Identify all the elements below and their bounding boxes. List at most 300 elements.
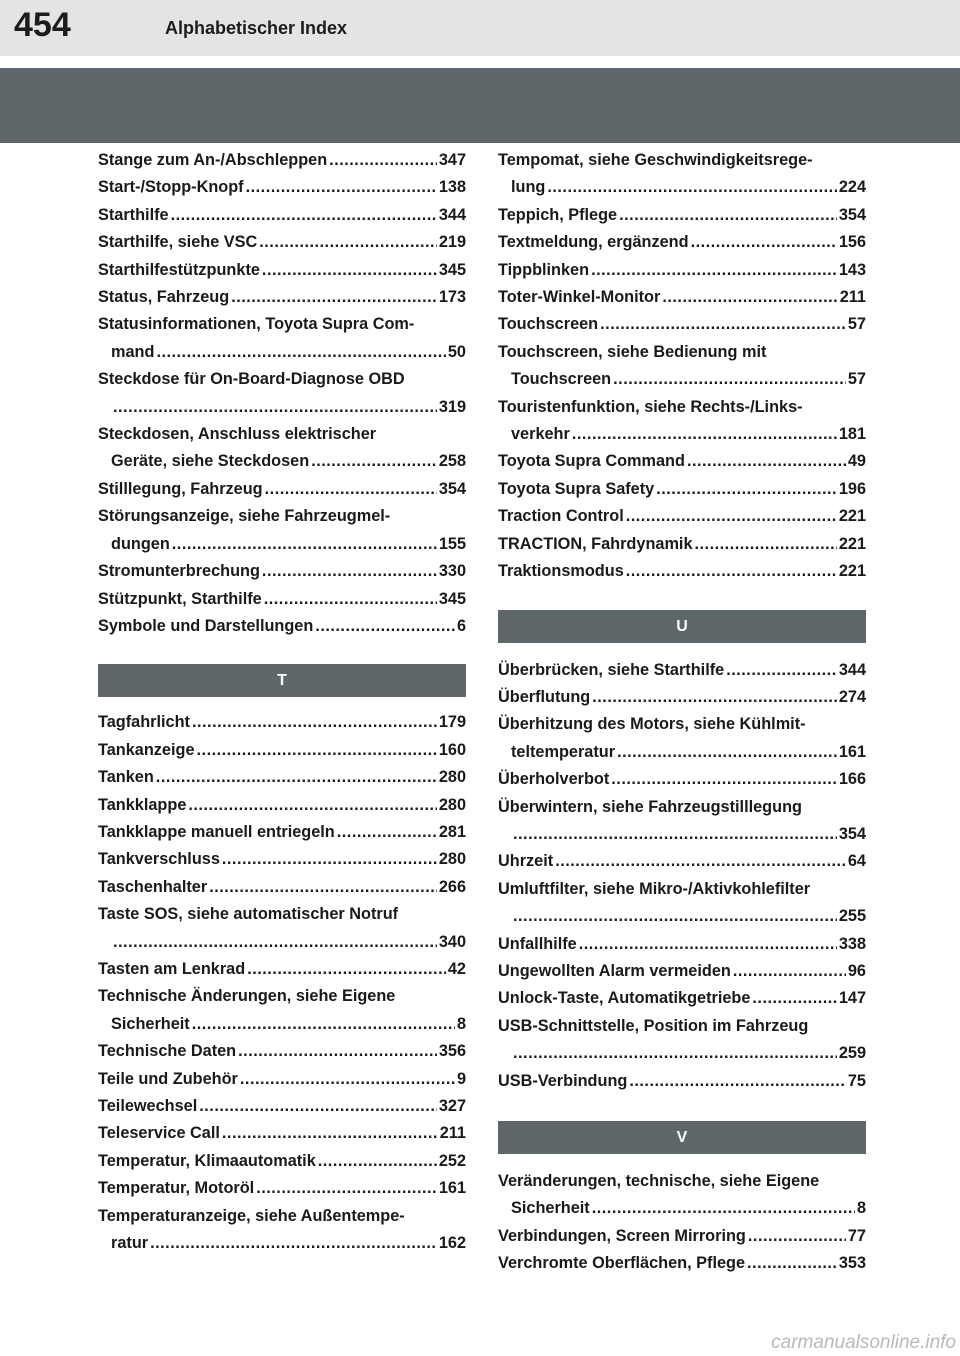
entry-text: Tanken: [98, 768, 154, 787]
entry-page-number: 347: [438, 151, 466, 169]
entry-term: [98, 1203, 466, 1230]
index-entry: [98, 366, 466, 421]
entry-page-number: 340: [438, 932, 466, 951]
entry-term: [98, 956, 466, 983]
dot-leader: [691, 229, 837, 256]
entry-term: [98, 613, 466, 640]
dot-leader: [238, 1038, 437, 1065]
dot-leader: [318, 1148, 437, 1175]
entry-page-number: 179: [438, 713, 466, 732]
dot-leader: [222, 1120, 438, 1147]
dot-leader: [192, 709, 437, 736]
entry-page-number: 166: [838, 770, 866, 789]
entry-page-number: 155: [438, 534, 466, 553]
index-entry: [98, 874, 466, 901]
index-entry: [498, 1013, 866, 1068]
dot-leader: [611, 766, 837, 793]
section-title: Alphabetischer Index: [165, 18, 348, 38]
index-entry: [98, 819, 466, 846]
dot-leader: [231, 284, 437, 311]
dot-leader: [591, 257, 837, 284]
index-entry: [98, 421, 466, 476]
dot-leader: [156, 339, 445, 366]
index-entry: [498, 848, 866, 875]
dot-leader: [197, 737, 437, 764]
entry-text: Status, Fahrzeug: [98, 288, 230, 307]
dot-leader: [262, 558, 437, 585]
index-entry: [498, 476, 866, 503]
entry-term: [498, 794, 866, 821]
index-entry: [498, 558, 866, 585]
entry-term: [498, 448, 866, 475]
entry-term: [498, 958, 866, 985]
entry-page-number: 221: [838, 507, 866, 526]
entry-page-number: 338: [838, 934, 866, 953]
entry-text: verkehr: [511, 425, 570, 444]
entry-term: [98, 846, 466, 873]
entry-term-continuation: [98, 1011, 466, 1038]
dot-leader: [619, 202, 837, 229]
entry-page-number: 143: [838, 260, 866, 279]
index-entry: [98, 503, 466, 558]
index-entry: [498, 794, 866, 849]
dot-leader: [329, 147, 437, 174]
entry-page-number: 161: [838, 742, 866, 761]
index-entry: [98, 229, 466, 256]
entry-page-number: 147: [838, 989, 866, 1008]
index-entry: [98, 257, 466, 284]
dot-leader: [199, 1093, 437, 1120]
entry-term: [98, 284, 466, 311]
entry-term-continuation: [498, 1040, 866, 1067]
entry-term: [498, 1250, 866, 1277]
entry-term: [498, 711, 866, 738]
index-entry: [98, 1038, 466, 1065]
index-entry: [498, 147, 866, 202]
entry-page-number: 211: [439, 1124, 466, 1143]
index-entry: [498, 684, 866, 711]
dot-leader: [171, 202, 437, 229]
index-entry: [98, 558, 466, 585]
letter-header-t: T: [98, 664, 466, 697]
entry-page-number: 160: [438, 740, 466, 759]
dot-leader: [513, 1040, 837, 1067]
index-entry: [498, 531, 866, 558]
entry-page-number: 77: [847, 1226, 866, 1245]
entry-page-number: 354: [838, 205, 866, 224]
index-entry: [498, 766, 866, 793]
entry-page-number: 280: [438, 795, 466, 814]
entry-text: ratur: [111, 1234, 149, 1253]
dot-leader: [209, 874, 437, 901]
entry-page-number: 42: [447, 959, 466, 978]
entry-page-number: 274: [838, 687, 866, 706]
page-header-bar: [0, 0, 960, 56]
entry-term: [498, 1013, 866, 1040]
index-entry: [98, 476, 466, 503]
entry-page-number: 211: [839, 288, 866, 307]
entry-term: [98, 874, 466, 901]
entry-page-number: 258: [438, 452, 466, 471]
entry-text: Veränderungen, technische, siehe Eigene: [498, 1172, 820, 1190]
entry-text: Touristenfunktion, siehe Rechts-/Links-: [498, 397, 803, 416]
entry-term: [98, 764, 466, 791]
entry-term-continuation: [498, 739, 866, 766]
dot-leader: [617, 739, 837, 766]
entry-text: Überwintern, siehe Fahrzeugstilllegung: [498, 797, 802, 816]
entry-term: [98, 476, 466, 503]
dot-leader: [629, 1068, 846, 1095]
entry-text: Uhrzeit: [498, 852, 554, 871]
entry-text: Stromunterbrechung: [98, 562, 260, 581]
entry-term-continuation: [98, 394, 466, 421]
entry-term: [98, 709, 466, 736]
entry-text: Touchscreen: [498, 315, 599, 334]
index-entry: [98, 202, 466, 229]
index-entry: [498, 985, 866, 1012]
index-entry: [98, 1203, 466, 1258]
index-entry: [498, 257, 866, 284]
entry-text: Stange zum An-/Abschleppen: [98, 151, 328, 169]
index-column-left: [98, 147, 466, 1257]
dot-leader: [600, 311, 846, 338]
letter-header-u: U: [498, 610, 866, 643]
dot-leader: [656, 476, 837, 503]
entry-text: Überbrücken, siehe Starthilfe: [498, 660, 725, 679]
index-entry: [98, 956, 466, 983]
dot-leader: [256, 1175, 437, 1202]
index-entry: [98, 1148, 466, 1175]
dot-leader: [188, 792, 436, 819]
entry-page-number: 156: [838, 233, 866, 252]
index-entry: [98, 174, 466, 201]
entry-text: Tankklappe: [98, 795, 187, 814]
entry-page-number: 255: [838, 907, 866, 926]
entry-text: Steckdosen, Anschluss elektrischer: [98, 425, 377, 444]
entry-text: Traktionsmodus: [498, 562, 624, 581]
index-entry: [98, 586, 466, 613]
entry-text: Unlock-Taste, Automatikgetriebe: [498, 989, 751, 1008]
index-entry: [498, 284, 866, 311]
dot-leader: [695, 531, 837, 558]
index-entry: [98, 147, 466, 174]
entry-page-number: 280: [438, 768, 466, 787]
entry-term: [498, 766, 866, 793]
dot-leader: [592, 684, 837, 711]
entry-term: [98, 983, 466, 1010]
entry-text: Überholverbot: [498, 770, 610, 789]
entry-term-continuation: [98, 448, 466, 475]
entry-term-continuation: [498, 174, 866, 201]
entry-text: Umluftfilter, siehe Mikro-/Aktivkohlefilter: [498, 879, 811, 898]
entry-text: Traction Control: [498, 507, 624, 526]
entry-text: Technische Daten: [98, 1042, 237, 1061]
index-entry: [498, 503, 866, 530]
entry-text: Tagfahrlicht: [98, 713, 190, 732]
entry-term: [498, 1223, 866, 1250]
dot-leader: [572, 421, 837, 448]
dot-leader: [555, 848, 846, 875]
entry-term: [498, 684, 866, 711]
entry-term: [498, 503, 866, 530]
entry-page-number: 356: [438, 1042, 466, 1061]
entry-text: USB-Verbindung: [498, 1071, 628, 1090]
index-entry: [98, 737, 466, 764]
entry-term: [98, 366, 466, 393]
index-column-right: [498, 147, 866, 1278]
entry-page-number: 64: [847, 852, 866, 871]
entry-page-number: 319: [438, 397, 466, 416]
entry-term: [98, 586, 466, 613]
entry-term-continuation: [98, 1230, 466, 1257]
dot-leader: [246, 174, 437, 201]
dot-leader: [113, 929, 437, 956]
entry-page-number: 345: [438, 589, 466, 608]
index-entry: [498, 711, 866, 766]
entry-page-number: 161: [438, 1179, 466, 1198]
dot-leader: [513, 821, 837, 848]
entry-text: Temperatur, Motoröl: [98, 1179, 255, 1198]
index-entry: [98, 1175, 466, 1202]
index-group-v: [498, 1168, 866, 1278]
entry-term: [98, 819, 466, 846]
entry-page-number: 162: [438, 1234, 466, 1253]
entry-text: Technische Änderungen, siehe Eigene: [98, 987, 396, 1006]
entry-term: [498, 558, 866, 585]
entry-text: Starthilfe, siehe VSC: [98, 233, 258, 252]
entry-term: [498, 985, 866, 1012]
entry-text: Unfallhilfe: [498, 934, 577, 953]
dot-leader: [747, 1250, 837, 1277]
entry-term: [498, 1068, 866, 1095]
dot-leader: [150, 1230, 437, 1257]
entry-text: Taschenhalter: [98, 877, 208, 896]
entry-page-number: 96: [847, 961, 866, 980]
entry-page-number: 354: [838, 824, 866, 843]
entry-page-number: 354: [438, 479, 466, 498]
dot-leader: [262, 257, 437, 284]
entry-page-number: 221: [838, 562, 866, 581]
entry-text: Starthilfe: [98, 205, 169, 224]
entry-text: Toyota Supra Command: [498, 452, 685, 471]
entry-term-continuation: [98, 929, 466, 956]
entry-text: USB-Schnittstelle, Position im Fahrzeug: [498, 1016, 809, 1035]
index-entry: [98, 311, 466, 366]
entry-page-number: 344: [438, 205, 466, 224]
entry-term: [98, 1093, 466, 1120]
index-entry: [98, 1120, 466, 1147]
entry-term: [98, 174, 466, 201]
entry-text: Start-/Stopp-Knopf: [98, 178, 244, 197]
entry-page-number: 8: [856, 1199, 866, 1218]
entry-page-number: 219: [438, 233, 466, 252]
entry-term-continuation: [98, 531, 466, 558]
entry-text: Tempomat, siehe Geschwindigkeitsrege-: [498, 151, 813, 169]
entry-term: [98, 257, 466, 284]
entry-term-continuation: [498, 821, 866, 848]
index-entry: [98, 1093, 466, 1120]
index-entry: [498, 1250, 866, 1277]
entry-term: [98, 311, 466, 338]
entry-term-continuation: [98, 339, 466, 366]
index-entry: [498, 1223, 866, 1250]
dot-leader: [264, 586, 437, 613]
watermark: carmanualsonline.info: [771, 1332, 956, 1353]
index-entry: [498, 448, 866, 475]
entry-text: Touchscreen: [511, 370, 612, 389]
dot-leader: [172, 531, 437, 558]
entry-page-number: 9: [456, 1069, 466, 1088]
entry-text: Ungewollten Alarm vermeiden: [498, 961, 731, 980]
dot-leader: [626, 503, 837, 530]
dot-leader: [626, 558, 837, 585]
entry-text: Toyota Supra Safety: [498, 479, 655, 498]
entry-text: Tasten am Lenkrad: [98, 959, 246, 978]
entry-text: teltemperatur: [511, 742, 616, 761]
entry-term: [98, 1120, 466, 1147]
index-entry: [498, 311, 866, 338]
index-entry: [98, 284, 466, 311]
entry-text: Überhitzung des Motors, siehe Kühlmit-: [498, 715, 806, 734]
index-group-s: [98, 147, 466, 640]
entry-term: [498, 257, 866, 284]
entry-term: [498, 339, 866, 366]
dot-leader: [192, 1011, 455, 1038]
entry-term: [498, 657, 866, 684]
dot-leader: [113, 394, 437, 421]
entry-page-number: 8: [456, 1014, 466, 1033]
dot-leader: [315, 613, 455, 640]
entry-text: Verchromte Oberflächen, Pflege: [498, 1254, 746, 1273]
entry-text: Geräte, siehe Steckdosen: [111, 452, 310, 471]
entry-text: TRACTION, Fahrdynamik: [498, 534, 693, 553]
entry-text: Teilewechsel: [98, 1097, 198, 1115]
index-entry: [498, 876, 866, 931]
entry-text: Sicherheit: [511, 1199, 590, 1218]
index-entry: [98, 983, 466, 1038]
entry-term: [98, 737, 466, 764]
entry-term: [498, 229, 866, 256]
entry-term-continuation: [498, 421, 866, 448]
entry-text: mand: [111, 342, 155, 361]
index-entry: [498, 931, 866, 958]
dot-leader: [265, 476, 437, 503]
dot-leader: [752, 985, 836, 1012]
dot-leader: [579, 931, 837, 958]
entry-text: Temperaturanzeige, siehe Außentempe-: [98, 1206, 405, 1225]
entry-text: Teile und Zubehör: [98, 1069, 238, 1088]
index-entry: [98, 901, 466, 956]
entry-text: Touchscreen, siehe Bedienung mit: [498, 342, 767, 361]
entry-text: Stilllegung, Fahrzeug: [98, 479, 263, 498]
entry-text: Symbole und Darstellungen: [98, 616, 314, 635]
entry-term-continuation: [498, 903, 866, 930]
entry-term: [98, 792, 466, 819]
index-entry: [98, 709, 466, 736]
index-entry: [98, 764, 466, 791]
entry-text: Störungsanzeige, siehe Fahrzeugmel-: [98, 507, 391, 526]
entry-text: Textmeldung, ergänzend: [498, 233, 689, 252]
entry-page-number: 49: [847, 452, 866, 471]
index-entry: [98, 792, 466, 819]
index-entry: [498, 394, 866, 449]
entry-term: [98, 901, 466, 928]
entry-term-continuation: [498, 366, 866, 393]
entry-term: [498, 1168, 866, 1195]
entry-term: [498, 284, 866, 311]
entry-term: [498, 311, 866, 338]
dot-leader: [613, 366, 846, 393]
index-entry: [98, 613, 466, 640]
index-entry: [498, 339, 866, 394]
header-band: [0, 68, 960, 143]
entry-text: Sicherheit: [111, 1014, 190, 1033]
entry-term: [98, 1175, 466, 1202]
entry-page-number: 173: [438, 288, 466, 307]
entry-text: Tankanzeige: [98, 740, 195, 759]
index-group-t-cont: [498, 147, 866, 586]
entry-text: Taste SOS, siehe automatischer Notruf: [98, 905, 399, 924]
dot-leader: [748, 1223, 846, 1250]
entry-page-number: 224: [838, 178, 866, 197]
entry-page-number: 50: [447, 342, 466, 361]
dot-leader: [240, 1066, 455, 1093]
index-entry: [498, 202, 866, 229]
entry-term: [98, 558, 466, 585]
entry-page-number: 330: [438, 562, 466, 581]
entry-text: Teppich, Pflege: [498, 205, 618, 224]
dot-leader: [337, 819, 437, 846]
entry-page-number: 6: [456, 616, 466, 635]
entry-text: dungen: [111, 534, 170, 553]
index-group-t: [98, 709, 466, 1257]
entry-term: [498, 394, 866, 421]
entry-page-number: 266: [438, 877, 466, 896]
entry-term: [98, 503, 466, 530]
dot-leader: [592, 1195, 855, 1222]
entry-text: Steckdose für On-Board-Diagnose OBD: [98, 370, 405, 389]
entry-term-continuation: [498, 1195, 866, 1222]
index-entry: [498, 229, 866, 256]
entry-page-number: 280: [438, 850, 466, 869]
entry-page-number: 345: [438, 260, 466, 279]
dot-leader: [733, 958, 846, 985]
entry-text: Verbindungen, Screen Mirroring: [498, 1226, 746, 1245]
entry-term: [98, 421, 466, 448]
dot-leader: [513, 903, 837, 930]
entry-term: [498, 202, 866, 229]
entry-text: Temperatur, Klimaautomatik: [98, 1151, 316, 1170]
entry-term: [498, 931, 866, 958]
entry-term: [98, 147, 466, 174]
entry-term: [98, 1148, 466, 1175]
entry-page-number: 327: [438, 1097, 466, 1115]
entry-text: Überflutung: [498, 687, 591, 706]
dot-leader: [156, 764, 437, 791]
entry-page-number: 221: [838, 534, 866, 553]
index-entry: [498, 1168, 866, 1223]
entry-term: [98, 1038, 466, 1065]
dot-leader: [662, 284, 837, 311]
letter-header-v: V: [498, 1121, 866, 1154]
index-entry: [98, 1066, 466, 1093]
entry-text: Tippblinken: [498, 260, 590, 279]
entry-term: [98, 202, 466, 229]
index-entry: [98, 846, 466, 873]
entry-term: [498, 147, 866, 174]
entry-term: [98, 229, 466, 256]
entry-text: Stützpunkt, Starthilfe: [98, 589, 262, 608]
